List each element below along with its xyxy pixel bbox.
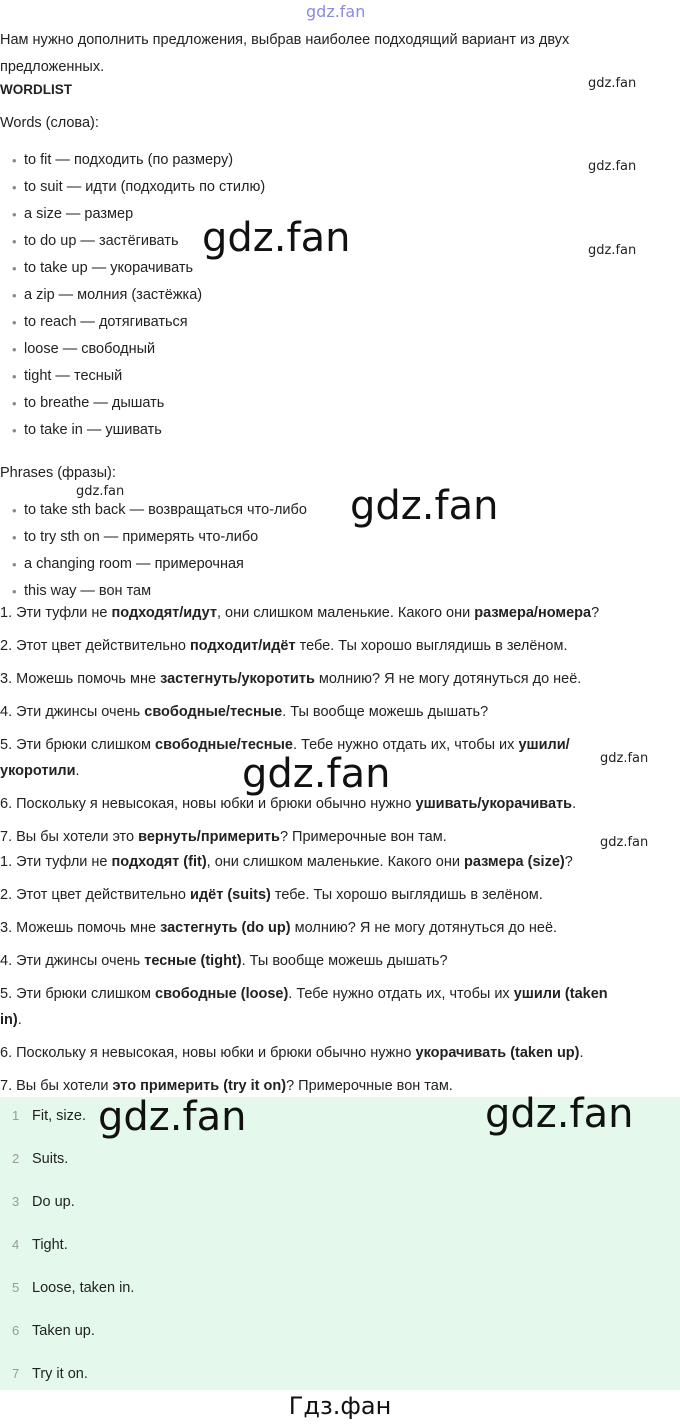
list-item: • to suit — идти (подходить по стилю) (0, 174, 265, 201)
footer-text: Гдз.фан (288, 1392, 392, 1420)
wordlist-heading: WORDLIST (0, 82, 72, 97)
choice-sentence: 5. Эти брюки слишком свободные/тесные. Тебе нужно отдать их, чтобы их ушили/ (0, 737, 570, 753)
list-item: • to take up — укорачивать (0, 255, 265, 282)
solution-sentence: 1. Эти туфли не подходят (fit), они слишком маленькие. Какого они размера (size)? (0, 854, 573, 870)
list-item: • a size — размер (0, 201, 265, 228)
watermark-large: gdz.fan (485, 1091, 634, 1137)
answers-box: 1 Fit, size. 2 Suits. 3 Do up. 4 Tight. 5 Loose, taken in. 6 Taken up. 7 Try it on. (0, 1097, 680, 1390)
list-item: • to do up — застёгивать (0, 228, 265, 255)
choice-sentence-continued: укоротили. (0, 763, 80, 779)
list-item: • to take sth back — возвращаться что-либо (0, 497, 307, 524)
watermark-top: gdz.fan (306, 2, 366, 21)
watermark: gdz.fan (600, 835, 649, 850)
watermark: gdz.fan (600, 751, 649, 766)
list-item: • this way — вон там (0, 578, 307, 605)
phrases-label: Phrases (фразы): (0, 465, 116, 481)
choice-sentence: 7. Вы бы хотели это вернуть/примерить? Примерочные вон там. (0, 829, 447, 845)
list-item: • loose — свободный (0, 336, 265, 363)
watermark: gdz.fan (588, 159, 637, 174)
list-item: • tight — тесный (0, 363, 265, 390)
phrases-list (0, 497, 307, 605)
solution-sentence: 7. Вы бы хотели это примерить (try it on)? Примерочные вон там. (0, 1078, 453, 1094)
choice-sentence: 1. Эти туфли не подходят/идут, они слишком маленькие. Какого они размера/номера? (0, 605, 600, 621)
solution-sentence: 5. Эти брюки слишком свободные (loose). Тебе нужно отдать их, чтобы их ушили (taken (0, 986, 608, 1002)
watermark: gdz.fan (588, 76, 637, 91)
list-item: • a zip — молния (застёжка) (0, 282, 265, 309)
watermark-large: gdz.fan (242, 751, 391, 797)
choice-sentence: 2. Этот цвет действительно подходит/идёт тебе. Ты хорошо выглядишь в зелёном. (0, 638, 568, 654)
solution-sentence: 3. Можешь помочь мне застегнуть (do up) молнию? Я не могу дотянуться до неё. (0, 920, 558, 936)
watermark-large: gdz.fan (350, 483, 499, 529)
watermark-large: gdz.fan (98, 1094, 247, 1140)
choice-sentence: 6. Поскольку я невысокая, новы юбки и брюки обычно нужно ушивать/укорачивать. (0, 796, 577, 812)
solution-sentence: 2. Этот цвет действительно идёт (suits) тебе. Ты хорошо выглядишь в зелёном. (0, 887, 543, 903)
list-item: • to take in — ушивать (0, 417, 265, 444)
watermark: gdz.fan (76, 484, 125, 499)
list-item: • to fit — подходить (по размеру) (0, 147, 265, 174)
list-item: • to reach — дотягиваться (0, 309, 265, 336)
solution-sentence: 6. Поскольку я невысокая, новы юбки и брюки обычно нужно укорачивать (taken up). (0, 1045, 584, 1061)
choice-sentence: 3. Можешь помочь мне застегнуть/укоротить молнию? Я не могу дотянуться до неё. (0, 671, 582, 687)
watermark-large: gdz.fan (202, 215, 351, 261)
words-list (0, 147, 265, 444)
list-item: • to breathe — дышать (0, 390, 265, 417)
intro-text: Нам нужно дополнить предложения, выбрав наиболее подходящий вариант из двух предложенных. (0, 32, 570, 75)
watermark: gdz.fan (588, 243, 637, 258)
list-item: • to try sth on — примерять что-либо (0, 524, 307, 551)
choice-sentence: 4. Эти джинсы очень свободные/тесные. Ты вообще можешь дышать? (0, 704, 489, 720)
solution-sentence: 4. Эти джинсы очень тесные (tight). Ты вообще можешь дышать? (0, 953, 448, 969)
list-item: • a changing room — примерочная (0, 551, 307, 578)
words-label: Words (слова): (0, 115, 99, 131)
solution-sentence-continued: in). (0, 1012, 22, 1028)
